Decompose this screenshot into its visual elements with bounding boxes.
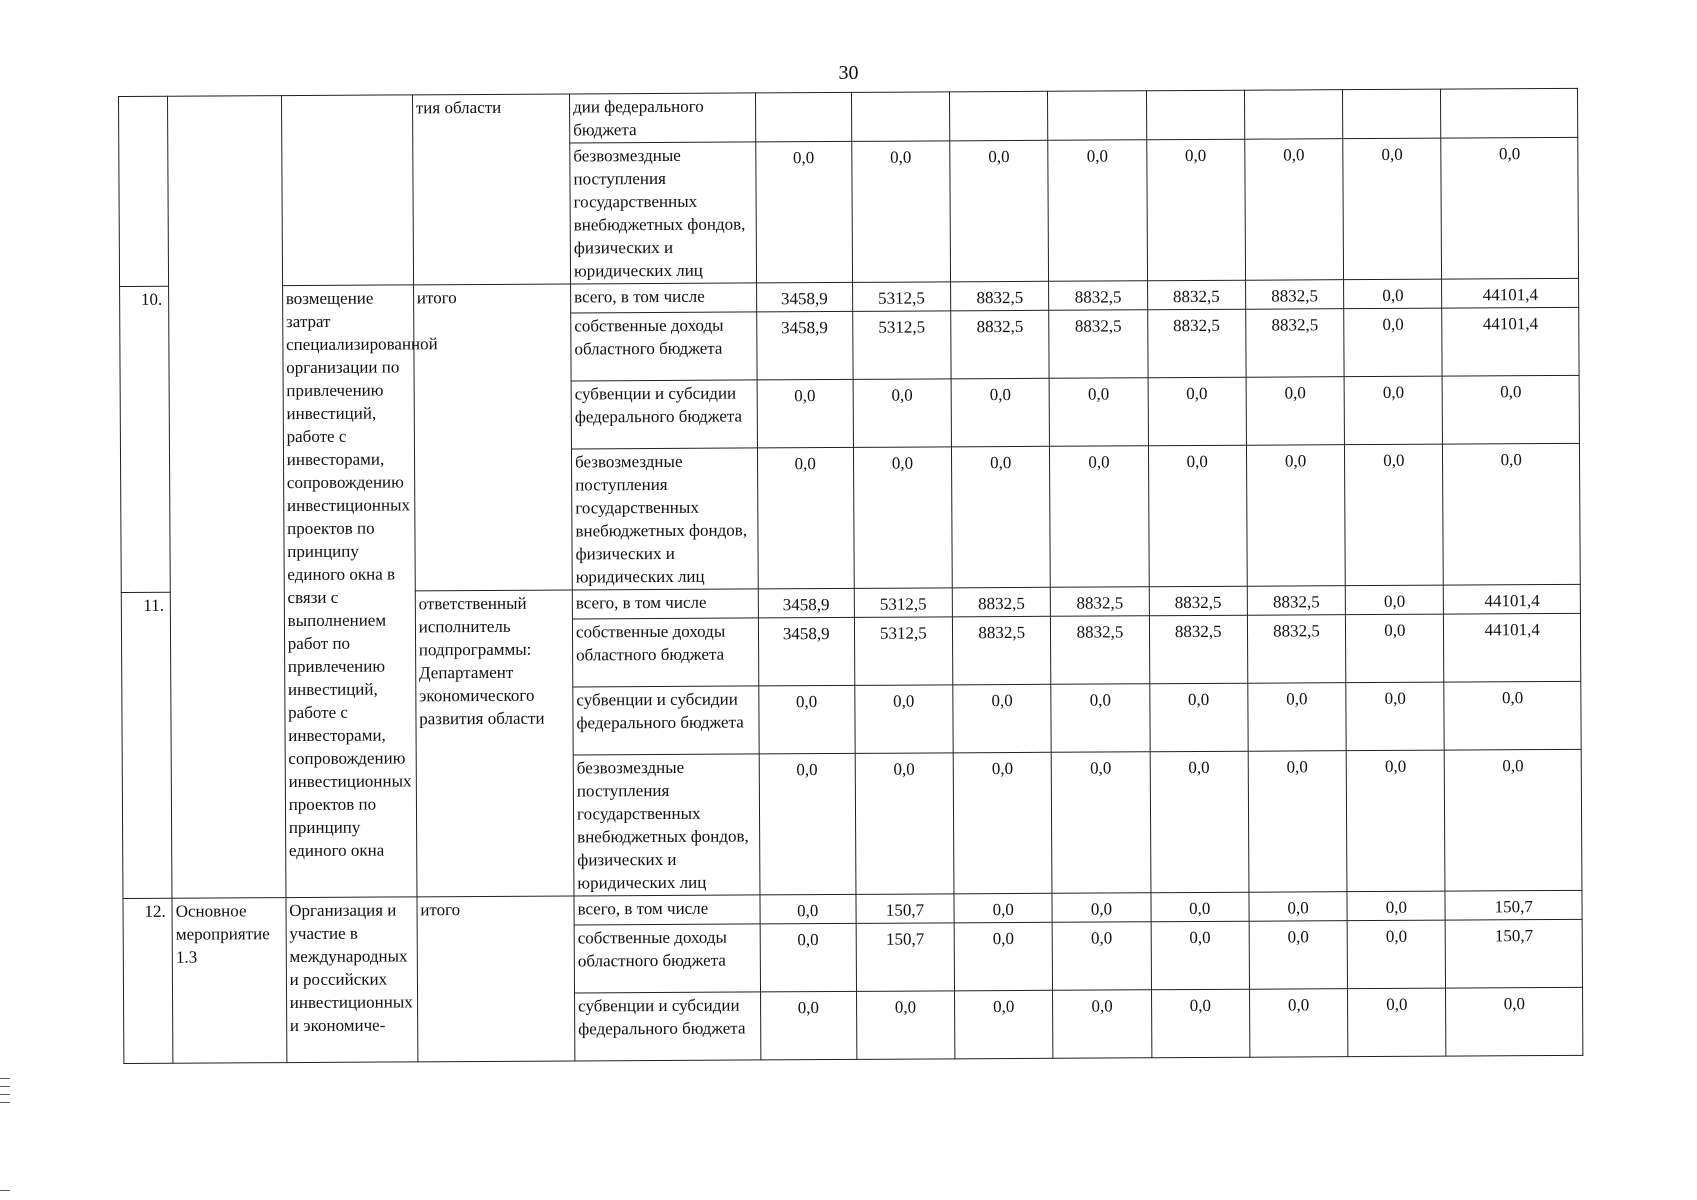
- name-cell: возмещение затрат специализированной организации по привлечению инвестиций, работе с инвесторами, сопровождению инвестиционных проектов по принципу единого окна в связи с выполнением работ по привлечению инвестиций, работе с инвесторами, сопровождению инвестиционных проектов по принципу единого окна: [282, 285, 416, 898]
- value-cell: 0,0: [1345, 444, 1444, 586]
- value-cell: 0,0: [853, 447, 952, 589]
- value-cell: 0,0: [951, 378, 1050, 447]
- value-cell: 8832,5: [952, 587, 1050, 617]
- value-cell: 0,0: [760, 991, 856, 1060]
- status-cell: [168, 96, 286, 899]
- value-cell: 0,0: [1146, 139, 1245, 281]
- row-number-cell: 11.: [121, 592, 172, 898]
- value-cell: 8832,5: [1147, 280, 1245, 310]
- scan-edge-mark: [0, 1094, 10, 1095]
- value-cell: 5312,5: [852, 311, 951, 380]
- value-cell: 0,0: [1348, 988, 1447, 1057]
- value-cell: 0,0: [950, 140, 1049, 282]
- name-cell: [281, 95, 413, 286]
- value-cell: 5312,5: [852, 282, 950, 312]
- value-cell: 0,0: [755, 141, 852, 283]
- value-cell: 8832,5: [1049, 281, 1147, 311]
- value-cell: 0,0: [855, 753, 954, 895]
- value-cell: 0,0: [1246, 377, 1345, 446]
- value-cell: 0,0: [1148, 377, 1247, 446]
- value-cell: 8832,5: [1051, 616, 1150, 685]
- value-cell: 0,0: [1053, 990, 1152, 1059]
- value-cell: 0,0: [1344, 308, 1443, 377]
- value-cell: 0,0: [1248, 751, 1347, 893]
- value-cell: 44101,4: [1444, 584, 1581, 614]
- value-cell: 8832,5: [1051, 587, 1149, 617]
- value-cell: 8832,5: [1149, 586, 1247, 616]
- value-cell: 8832,5: [1247, 615, 1346, 684]
- value-cell: 8832,5: [952, 616, 1051, 685]
- value-cell: 0,0: [758, 685, 854, 754]
- value-cell: 150,7: [856, 894, 954, 924]
- value-cell: 0,0: [1050, 446, 1149, 588]
- value-cell: 0,0: [1345, 585, 1443, 615]
- value-cell: 0,0: [1445, 749, 1582, 891]
- executor-cell: итого: [413, 284, 572, 591]
- executor-cell: тия области: [412, 94, 570, 285]
- value-cell: [851, 92, 950, 142]
- value-cell: 0,0: [954, 893, 1052, 923]
- value-cell: 44101,4: [1442, 307, 1579, 376]
- value-cell: 5312,5: [854, 617, 953, 686]
- value-cell: 3458,9: [756, 311, 852, 380]
- value-cell: 0,0: [1346, 682, 1445, 751]
- budget-table-sheet: [118, 88, 1583, 1064]
- value-cell: 0,0: [1148, 445, 1247, 587]
- value-cell: 0,0: [1048, 140, 1147, 282]
- value-cell: 0,0: [1051, 684, 1150, 753]
- budget-table: [118, 88, 1583, 1064]
- value-cell: 0,0: [851, 141, 950, 283]
- value-cell: 0,0: [1150, 751, 1249, 893]
- value-cell: 0,0: [1444, 681, 1581, 750]
- value-cell: 8832,5: [1149, 615, 1248, 684]
- row-number-cell: 12.: [123, 898, 173, 1063]
- value-cell: [950, 91, 1049, 141]
- value-cell: [1048, 91, 1147, 141]
- source-cell: субвенции и субсидии федерального бюджета: [573, 686, 759, 755]
- value-cell: 0,0: [1347, 920, 1446, 989]
- scan-edge-mark: [0, 1078, 10, 1079]
- value-cell: 0,0: [1443, 443, 1580, 585]
- value-cell: 5312,5: [854, 588, 952, 618]
- value-cell: 0,0: [1441, 137, 1578, 279]
- value-cell: 0,0: [855, 685, 954, 754]
- page-number: 30: [838, 62, 859, 84]
- source-cell: собственные доходы областного бюджета: [574, 924, 760, 993]
- value-cell: 150,7: [1445, 890, 1582, 920]
- value-cell: 44101,4: [1442, 278, 1579, 308]
- value-cell: 0,0: [1052, 922, 1151, 991]
- value-cell: 0,0: [1344, 279, 1442, 309]
- value-cell: [1343, 89, 1442, 139]
- value-cell: 0,0: [953, 752, 1052, 894]
- source-cell: собственные доходы областного бюджета: [571, 312, 757, 381]
- value-cell: 44101,4: [1444, 613, 1581, 682]
- value-cell: 0,0: [760, 923, 856, 992]
- value-cell: 3458,9: [756, 282, 852, 312]
- source-cell: субвенции и субсидии федерального бюджета: [571, 380, 757, 449]
- value-cell: 150,7: [856, 923, 955, 992]
- value-cell: 0,0: [1249, 892, 1347, 922]
- value-cell: 0,0: [951, 446, 1050, 588]
- scan-edge-mark: [0, 1190, 10, 1191]
- source-cell: дии федерального бюджета: [569, 93, 755, 143]
- value-cell: 0,0: [1347, 891, 1445, 921]
- table-row: [119, 88, 1578, 145]
- value-cell: 8832,5: [951, 281, 1049, 311]
- value-cell: 0,0: [853, 379, 952, 448]
- value-cell: 8832,5: [1245, 280, 1343, 310]
- value-cell: 0,0: [1052, 893, 1150, 923]
- source-cell: субвенции и субсидии федерального бюджета: [575, 992, 761, 1061]
- value-cell: 0,0: [953, 684, 1052, 753]
- value-cell: 0,0: [856, 991, 955, 1060]
- value-cell: [755, 92, 851, 142]
- source-cell: безвозмездные поступления государственных внебюджетных фондов, физических и юридических лиц: [570, 142, 756, 284]
- source-cell: безвозмездные поступления государственных внебюджетных фондов, физических и юридических лиц: [571, 448, 757, 590]
- scan-edge-mark: [0, 1086, 10, 1087]
- value-cell: 0,0: [1249, 921, 1348, 990]
- value-cell: 150,7: [1446, 919, 1583, 988]
- scan-edge-mark: [0, 1102, 10, 1103]
- value-cell: 8832,5: [1247, 586, 1345, 616]
- value-cell: 0,0: [1049, 378, 1148, 447]
- value-cell: 0,0: [955, 990, 1054, 1059]
- value-cell: 8832,5: [1049, 310, 1148, 379]
- value-cell: 0,0: [954, 922, 1053, 991]
- value-cell: 0,0: [1249, 989, 1348, 1058]
- value-cell: 0,0: [1343, 138, 1442, 280]
- value-cell: 0,0: [1051, 752, 1150, 894]
- value-cell: 0,0: [759, 753, 856, 895]
- source-cell: собственные доходы областного бюджета: [572, 618, 758, 687]
- value-cell: 0,0: [1151, 921, 1250, 990]
- executor-cell: итого: [417, 896, 575, 1062]
- value-cell: 0,0: [1149, 683, 1248, 752]
- value-cell: 8832,5: [951, 310, 1050, 379]
- value-cell: 0,0: [1151, 892, 1249, 922]
- value-cell: 0,0: [1245, 139, 1344, 281]
- value-cell: 3458,9: [758, 588, 854, 618]
- value-cell: 8832,5: [1147, 309, 1246, 378]
- value-cell: 0,0: [1246, 445, 1345, 587]
- value-cell: 0,0: [1446, 987, 1583, 1056]
- value-cell: 0,0: [1346, 614, 1445, 683]
- value-cell: 0,0: [1346, 750, 1445, 892]
- table-body: [119, 88, 1583, 1063]
- value-cell: 0,0: [1344, 376, 1443, 445]
- value-cell: [1441, 88, 1578, 138]
- executor-cell: ответственный исполнитель подпрограммы: Департамент экономического развития области: [415, 590, 574, 897]
- value-cell: 3458,9: [758, 617, 854, 686]
- source-cell: всего, в том числе: [571, 283, 757, 313]
- source-cell: безвозмездные поступления государственных внебюджетных фондов, физических и юридических лиц: [573, 754, 759, 896]
- source-cell: всего, в том числе: [574, 895, 760, 925]
- value-cell: 0,0: [757, 379, 853, 448]
- value-cell: 0,0: [760, 894, 856, 924]
- value-cell: [1244, 90, 1343, 140]
- name-cell: Организация и участие в международных и российских инвестиционных и экономиче-: [286, 897, 418, 1063]
- status-cell: Основное мероприятие 1.3: [172, 898, 286, 1064]
- value-cell: 0,0: [1151, 989, 1250, 1058]
- value-cell: 8832,5: [1246, 309, 1345, 378]
- row-number-cell: 10.: [120, 286, 171, 592]
- value-cell: [1146, 90, 1245, 140]
- source-cell: всего, в том числе: [572, 589, 758, 619]
- value-cell: 0,0: [757, 447, 854, 589]
- row-number-cell: [119, 96, 169, 286]
- value-cell: 0,0: [1248, 683, 1347, 752]
- value-cell: 0,0: [1443, 375, 1580, 444]
